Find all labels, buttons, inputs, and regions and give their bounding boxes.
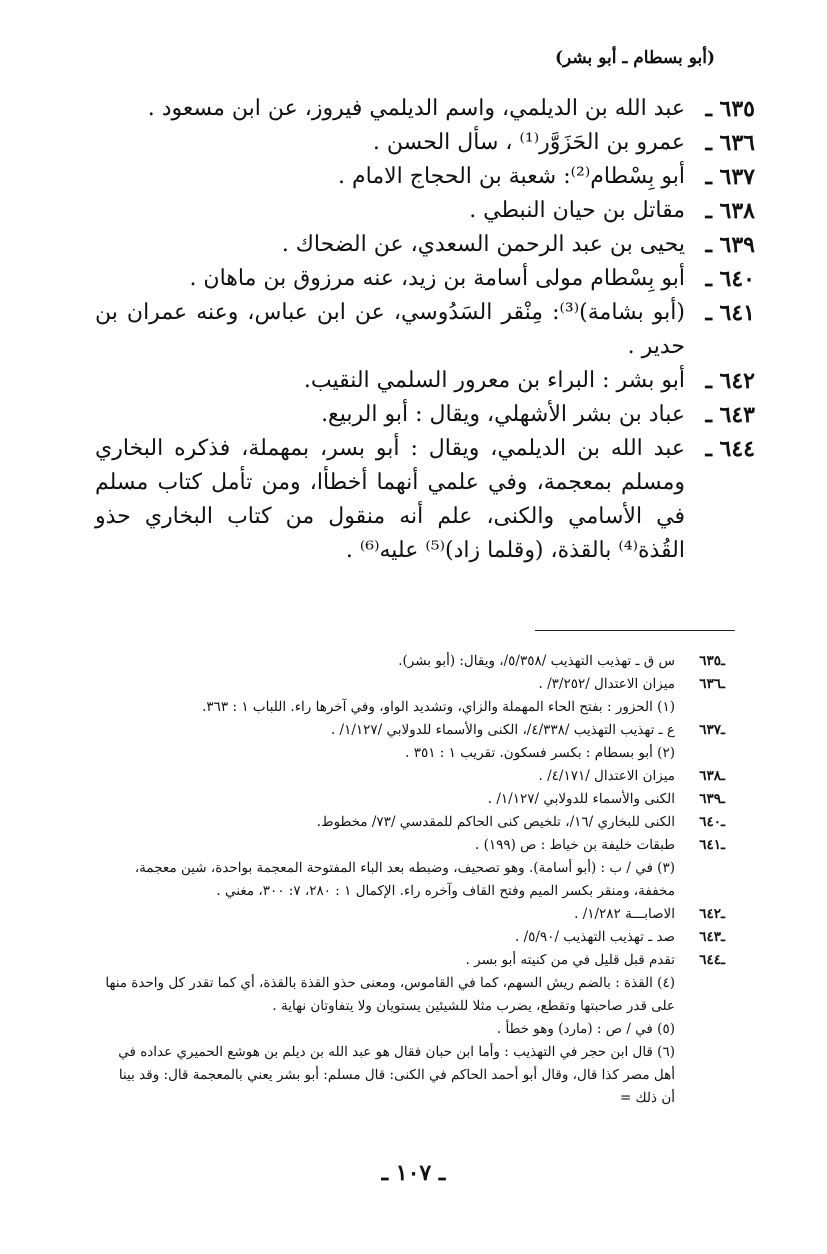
footnote (105, 834, 755, 857)
footnote (105, 696, 755, 719)
footnote-entry-number: ـ٦٣٦ (699, 676, 725, 692)
entry-number: ٦٤٤ ـ (705, 436, 755, 462)
footnote (105, 1018, 755, 1041)
footnote (105, 926, 755, 949)
footnote-entry-number: ـ٦٣٧ (699, 722, 725, 738)
footnote-text: طبقات خليفة بن خياط : ص (١٩٩) . (475, 837, 675, 853)
footnote (105, 788, 755, 811)
footnotes-list (105, 650, 755, 1110)
entry-number: ٦٣٥ ـ (705, 96, 755, 122)
entry (95, 364, 755, 398)
entry-text: (أبو بشامة)⁽³⁾: مِنْقر السَدُوسي، عن ابن عباس، وعنه عمران بن حدير . (95, 300, 685, 359)
entry-text: عباد بن بشر الأشهلي، ويقال : أبو الربيع. (321, 402, 685, 427)
footnote (105, 673, 755, 696)
entry (95, 228, 755, 262)
entry (95, 160, 755, 194)
footnote (105, 903, 755, 926)
footnote-entry-number: ـ٦٣٥ (699, 653, 725, 669)
entry-text: أبو بِسْطام مولى أسامة بن زيد، عنه مرزوق بن ماهان . (189, 266, 685, 291)
entry-text: عبد الله بن الديلمي، ويقال : أبو بسر، بمهملة، فذكره البخاري ومسلم بمعجمة، وفي علمي أنهما أخطأا، ومن تأمل كتاب مسلم في الأسامي والكنى، علم أنه منقول من كتاب البخاري حذو القُذة⁽⁴⁾ بالقذة، (وقلما زاد)⁽⁵⁾ عليه⁽⁶⁾ . (95, 436, 685, 563)
running-head: (أبو بسطام ـ أبو بشر) (554, 48, 715, 68)
footnote-separator (535, 630, 735, 631)
entry-text: يحيى بن عبد الرحمن السعدي، عن الضحاك . (281, 232, 685, 257)
footnote (105, 1041, 789, 1110)
entry (95, 126, 755, 160)
footnote (105, 765, 755, 788)
entry (95, 194, 755, 228)
footnote-text: الاصابـــة ١/٢٨٢/ . (574, 906, 675, 922)
entries-list (95, 92, 755, 568)
footnote-entry-number: ـ٦٣٩ (699, 791, 725, 807)
footnote (105, 742, 755, 765)
footnote (105, 719, 755, 742)
entry (95, 262, 755, 296)
footnote-text: س ق ـ تهذيب التهذيب /٥/٣٥٨/، ويقال: (أبو بشر). (398, 653, 675, 669)
footnote-text: الكنى والأسماء للدولابي /١/١٢٧/ . (487, 791, 675, 807)
footnote-text: ميزان الاعتدال /٤/١٧١/ . (538, 768, 675, 784)
footnote-text: صد ـ تهذيب التهذيب /٥/٩٠/ . (514, 929, 675, 945)
entry-number: ٦٤١ ـ (705, 300, 755, 326)
entry-text: عبد الله بن الديلمي، واسم الديلمي فيروز، عن ابن مسعود . (147, 96, 685, 121)
entry (95, 398, 755, 432)
entry-number: ٦٣٩ ـ (705, 232, 755, 258)
footnote (105, 857, 789, 903)
entry (95, 432, 755, 568)
footnote (105, 650, 755, 673)
page-number: ـ ١٠٧ ـ (381, 1160, 446, 1186)
footnote-entry-number: ـ٦٤٢ (699, 906, 725, 922)
footnote-entry-number: ـ٦٤٠ (699, 814, 725, 830)
entry-number: ٦٤٣ ـ (705, 402, 755, 428)
entry (95, 296, 755, 364)
footnote-text: (٥) في / ص : (مارد) وهو خطأ . (496, 1021, 675, 1037)
entry-text: أبو بِسْطام⁽²⁾: شعبة بن الحجاج الامام . (338, 164, 685, 189)
footnote-text: الكنى للبخاري /١٦/، تلخيص كنى الحاكم للمقدسي /٧٣/ مخطوط. (316, 814, 675, 830)
footnote (105, 811, 755, 834)
footnote-entry-number: ـ٦٤١ (699, 837, 725, 853)
entry-number: ٦٣٨ ـ (705, 198, 755, 224)
footnote (105, 949, 755, 972)
footnote (105, 972, 789, 1018)
entry-text: عمرو بن الحَزَوَّر⁽¹⁾ ، سأل الحسن . (372, 130, 685, 155)
entry-text: أبو بشر : البراء بن معرور السلمي النقيب. (303, 368, 685, 393)
entry-number: ٦٣٧ ـ (705, 164, 755, 190)
footnote-entry-number: ـ٦٣٨ (699, 768, 725, 784)
footnote-text: (٤) القذة : بالضم ريش السهم، كما في القاموس، ومعنى حذو القذة بالقذة، أي كما تقدر كل واحدة منها على قدر صاحبتها وتقطع، يضرب مثلا للشيئين يستويان ولا يتفاوتان نهاية . (105, 975, 675, 1014)
footnote-text: (٦) قال ابن حجر في التهذيب : وأما ابن حبان فقال هو عبد الله بن ديلم بن هوشع الحميري عداده في أهل مصر كذا قال، وقال أبو أحمد الحاكم في الكنى: قال مسلم: أبو بشر يعني بالمعجمة قال: وقد بينا أن ذلك = (118, 1044, 675, 1106)
entry-number: ٦٣٦ ـ (705, 130, 755, 156)
entry-number: ٦٤٠ ـ (705, 266, 755, 292)
entry (95, 92, 755, 126)
footnote-text: ع ـ تهذيب التهذيب /٤/٣٣٨/، الكنى والأسماء للدولابي /١/١٢٧/ . (330, 722, 675, 738)
entry-text: مقاتل بن حيان النبطي . (469, 198, 685, 223)
footnote-entry-number: ـ٦٤٤ (699, 952, 725, 968)
footnote-text: ميزان الاعتدال /٣/٢٥٢/ . (538, 676, 675, 692)
footnote-text: (١) الحزور : بفتح الحاء المهملة والزاي، وتشديد الواو، وفي آخرها راء. اللباب ١ : ٣٦٣. (202, 699, 675, 715)
footnote-text: (٢) أبو بسطام : بكسر فسكون. تقريب ١ : ٣٥١ . (405, 745, 675, 761)
footnote-text: تقدم قبل قليل في من كنيته أبو بسر . (465, 952, 675, 968)
footnote-entry-number: ـ٦٤٣ (699, 929, 725, 945)
footnote-text: (٣) في / ب : (أبو أسامة). وهو تصحيف، وضبطه بعد الباء المفتوحة المعجمة بواحدة، شين معجمة، مخففة، ومنقر بكسر الميم وفتح القاف وآخره راء. الإكمال ١ : ٢٨٠، ٧: ٣٠٠، مغني . (134, 860, 675, 899)
entry-number: ٦٤٢ ـ (705, 368, 755, 394)
